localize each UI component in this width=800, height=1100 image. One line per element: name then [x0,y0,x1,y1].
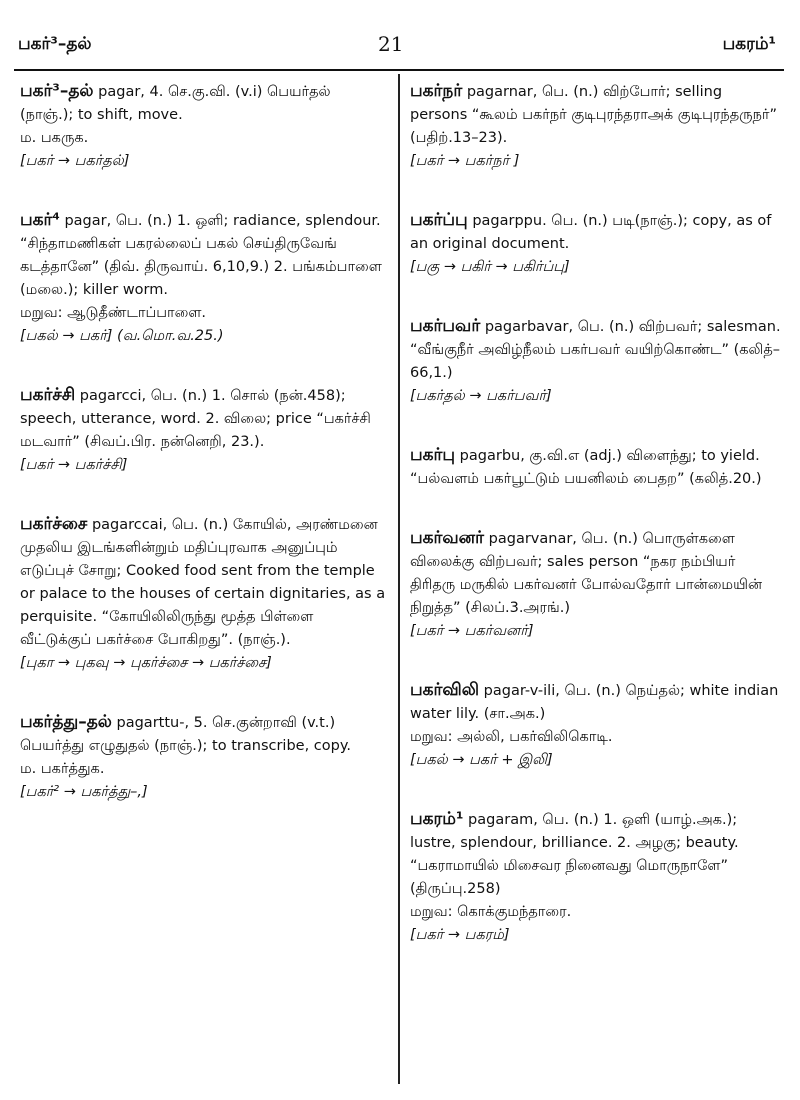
entry-etymology: [பகர் → பகர்வனர்] [410,623,534,639]
entry-etymology: [பகர்தல் → பகர்பவர்] [410,388,552,404]
entry-body: pagarbu, கு.வி.எ (adj.) விளைந்து; to yield. “பல்வளம் பகர்பூட்டும் பயனிலம் பைதற” (கலித்.20.) [410,448,762,487]
dictionary-entry [20,513,386,675]
entry-etymology: [பகர் → பகர்நர் ] [410,153,520,169]
left-column [20,80,386,840]
dictionary-entry [20,80,386,173]
entry-etymology: [பகர்² → பகர்த்து–,] [20,784,148,800]
entry-etymology: [பகர் → பகர்தல்] [20,153,130,169]
entry-headword: பகரம்¹ [410,809,464,829]
entry-headword: பகர்வனர் [410,528,485,548]
entry-headword: பகர்³–தல் [20,81,94,101]
entry-body: pagarvanar, பெ. (n.) பொருள்களை விலைக்கு விற்பவர்; sales person “நகர நம்பியர் திரிதரு மருகில் பகர்வனர் போல்வதோர் பான்மையின் நிறுத்த” (சிலப்.3.அரங்.) [410,531,763,616]
entry-synonym: மறுவ: ஆடுதீண்டாப்பாளை. [20,305,207,321]
entry-headword: பகர்பு [410,445,456,465]
dictionary-entry [20,384,386,477]
entry-headword: பகர்நர் [410,81,463,101]
running-head [0,32,800,62]
entry-etymology: [பகு → பகிர் → பகிர்ப்பு] [410,259,570,275]
dictionary-entry [410,679,782,772]
entry-headword: பகர்விலி [410,680,480,700]
dictionary-entry [20,209,386,348]
entry-etymology: [புகா → புகவு → புகர்ச்சை → பகர்ச்சை] [20,655,272,671]
entry-body: pagar, பெ. (n.) 1. ஒளி; radiance, splendour. “சிந்தாமணிகள் பகரல்லைப் பகல் செய்திருவேங் கடத்தானே” (திவ். திருவாய். 6,10,9.) 2. பங்கம்பாளை (மலை.); killer worm. [20,213,382,298]
left-guide-word: பகர்³–தல் [18,34,92,54]
entry-body: pagar-v-ili, பெ. (n.) நெய்தல்; white indian water lily. (சா.அக.) [410,683,779,722]
entry-body: pagar, 4. செ.கு.வி. (v.i) பெயர்தல் (நாஞ்.); to shift, move. [20,84,331,123]
entry-body: pagarcci, பெ. (n.) 1. சொல் (நன்.458); speech, utterance, word. 2. விலை; price “பகர்ச்சி மடவார்” (சிவப்.பிர. நன்னெறி, 23.). [20,388,371,450]
entry-body: pagarttu-, 5. செ.குன்றாவி (v.t.) பெயர்த்து எழுதுதல் (நாஞ்.); to transcribe, copy. [20,715,351,754]
page-number: 21 [378,32,404,56]
dictionary-entry [20,711,386,804]
entry-etymology: [பகல் → பகர் + இலி] [410,752,553,768]
dictionary-entry [410,808,782,947]
entry-synonym: மறுவ: கொக்குமந்தாரை. [410,904,572,920]
entry-body: pagarbavar, பெ. (n.) விற்பவர்; salesman. “வீங்குநீர் அவிழ்நீலம் பகர்பவர் வயிற்கொண்ட” (கலித்–66,1.) [410,319,781,381]
entry-headword: பகர்⁴ [20,210,60,230]
entry-headword: பகர்ச்சை [20,514,88,534]
entry-cognate: ம. பகர்த்துக. [20,761,105,777]
entry-body: pagarccai, பெ. (n.) கோயில், அரண்மனை முதலிய இடங்களின்றும் மதிப்புரவாக அனுப்பும் எடுப்புச் சோறு; Cooked food sent from the temple or palace to the houses of certain dignitaries, as a perquisite. “கோயிலிலிருந்து மூத்த பிள்ளை வீட்டுக்குப் பகர்ச்சை போகிறது”. (நாஞ்.). [20,517,386,648]
entry-headword: பகர்த்து–தல் [20,712,112,732]
header-rule [14,69,784,71]
right-guide-word: பகரம்¹ [722,34,776,54]
entry-headword: பகர்பவர் [410,316,481,336]
entry-etymology: [பகர் → பகரம்] [410,927,510,943]
dictionary-entry [410,315,782,408]
entry-headword: பகர்ச்சி [20,385,76,405]
entry-body: pagaram, பெ. (n.) 1. ஒளி (யாழ்.அக.); lustre, splendour, brilliance. 2. அழகு; beauty. “பகராமாயில் மிசைவர நினைவது மொருநாளே” (திருப்பு.258) [410,812,739,897]
entry-synonym: மறுவ: அல்லி, பகர்விலிகொடி. [410,729,613,745]
dictionary-entry [410,527,782,643]
entry-etymology: [பகர் → பகர்ச்சி] [20,457,128,473]
entry-body: pagarppu. பெ. (n.) படி(நாஞ்.); copy, as of an original document. [410,213,772,252]
column-divider [398,74,400,1084]
dictionary-entry [410,80,782,173]
dictionary-entry [410,444,782,491]
dictionary-entry [410,209,782,279]
entry-cognate: ம. பகருக. [20,130,89,146]
entry-body: pagarnar, பெ. (n.) விற்போர்; selling persons “கூலம் பகர்நர் குடிபுரந்தராஅக் குடிபுரந்தருநர்” (பதிற்.13–23). [410,84,777,146]
entry-etymology: [பகல் → பகர்] (வ.மொ.வ.25.) [20,328,224,344]
right-column [410,80,782,983]
entry-headword: பகர்ப்பு [410,210,468,230]
